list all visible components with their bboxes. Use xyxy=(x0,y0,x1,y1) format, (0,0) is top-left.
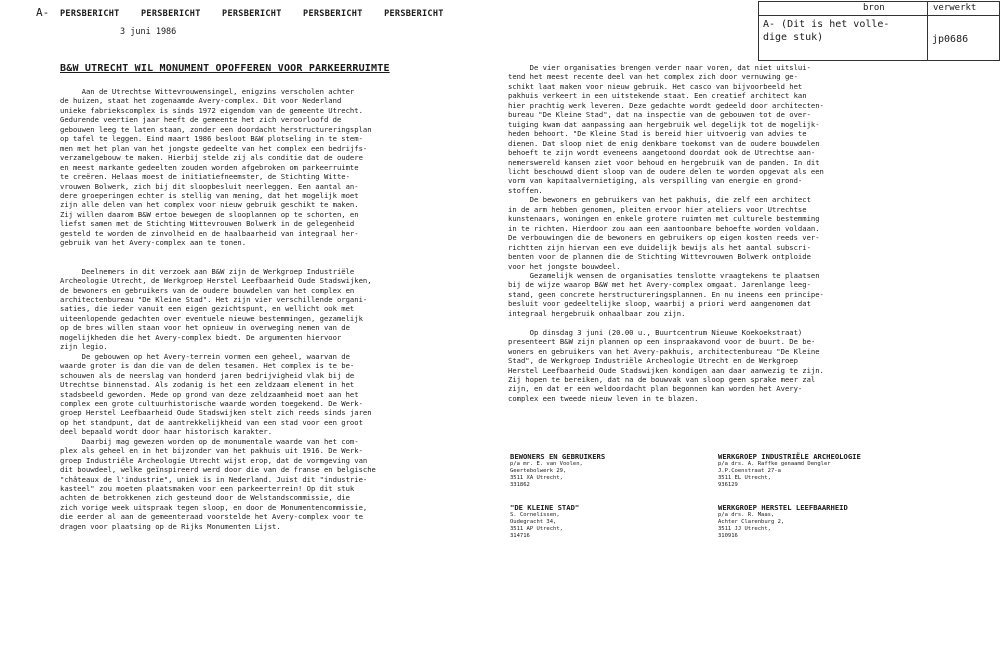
text-line: heden behoort. "De Kleine Stad is bereid hier uitvoerig van advies te xyxy=(508,129,807,139)
text-line: dere groeperingen echter is stellig van mening, dat het mogelijk moet xyxy=(60,190,359,200)
press-label: PERSBERICHT xyxy=(384,9,444,19)
text-line xyxy=(60,257,376,266)
text-line: verzamelgebouw te maken. Hierbij stelde zij als conditie dat de oudere xyxy=(60,153,363,163)
text-line: complex een tweede nieuw leven in te blazen. xyxy=(508,393,699,403)
left-text-column xyxy=(60,87,376,531)
text-line: Gezamelijk wensen de organisaties tenslotte vraagtekens te plaatsen xyxy=(508,270,820,280)
text-line: vorm van kapitaalvernietiging, als verspilling van energie en grond- xyxy=(508,176,803,186)
stamp-processed-value: jp0686 xyxy=(932,34,969,45)
text-line: gebruik van het Avery-complex aan te tonen. xyxy=(60,238,247,248)
press-date: 3 juni 1986 xyxy=(120,27,177,37)
signatory-kleine-stad xyxy=(510,503,579,540)
signatory-herstel-leefbaarheid xyxy=(718,503,848,540)
text-line: de huizen, staat het zogenaamde Avery-complex. Dit voor Nederland xyxy=(60,96,342,106)
archive-stamp xyxy=(758,1,1000,61)
text-line: waarde groter is dan die van de delen tesamen. Het complex is te be- xyxy=(60,361,355,371)
text-line: Aan de Utrechtse Wittevrouwensingel, enigzins verscholen achter xyxy=(60,87,355,96)
text-line: zich vorige week uitspraak tegen sloop, en door de Monumentencommissie, xyxy=(60,502,368,512)
text-line: stand, geen concrete herstructureringsplannen. En nu ineens een principe- xyxy=(508,289,824,299)
signatory-name: BEWONERS EN GEBRUIKERS xyxy=(510,452,606,461)
text-line: achten de betrokkenen zich gesteund door de Welstandscommissie, die xyxy=(60,493,350,503)
stamp-processed-label: verwerkt xyxy=(933,3,977,13)
signatory-line: 3511 XA Utrecht, xyxy=(510,475,563,481)
text-line: De gebouwen op het Avery-terrein vormen een geheel, waarvan de xyxy=(60,351,350,361)
press-label: PERSBERICHT xyxy=(60,9,120,19)
signatory-line: p/a mr. E. van Voolen, xyxy=(510,461,583,467)
text-line: De verbouwingen die de bewoners en gebruikers op eigen kosten reeds ver- xyxy=(508,233,820,243)
text-line: Zij willen daarom B&W ertoe bewegen de slooplannen op te schorten, en xyxy=(60,209,359,219)
stamp-source-line: A- (Dit is het volle- xyxy=(763,19,890,30)
text-line: licht beschouwd dient sloop van de oudere delen te worden opgevat als een xyxy=(508,166,824,176)
text-line: schouwen als de neerslag van honderd jaren bedrijvigheid vlak bij de xyxy=(60,370,355,380)
signatory-line: 3511 EL Utrecht, xyxy=(718,475,771,481)
signatory-line: p/a drs. A. Raffke genaamd Dengler xyxy=(718,461,831,467)
signatory-line: Oudegracht 34, xyxy=(510,519,557,525)
text-line: te creëren. Helaas moest de initiatiefneemster, de Stichting Witte- xyxy=(60,172,350,182)
text-line: uiteenlopende gedachten over eventuele nieuwe bestemmingen, gezamelijk xyxy=(60,313,363,323)
signatory-bewoners xyxy=(510,452,605,489)
document-mark: A- xyxy=(36,6,50,19)
signatory-line: Achter Clarenburg 2, xyxy=(718,519,785,525)
text-line: gesteld te worden de zinvolheid en de haalbaarheid van integraal her- xyxy=(60,228,359,238)
text-line: hier prachtig werk leveren. Deze gedachte wordt gedeeld door architecten- xyxy=(508,100,824,110)
text-line: Zij hopen te bereiken, dat na de bouwvak van sloop geen sprake meer zal xyxy=(508,374,816,384)
signatory-line: 310916 xyxy=(718,533,738,539)
text-line: op het standpunt, dat de aantrekkelijkheid van een stad voor een groot xyxy=(60,417,363,427)
signatory-line: S. Cornelissen, xyxy=(510,512,560,518)
text-line: dienen. Dat sloop niet de enig denkbare toekomst van de oudere bouwdelen xyxy=(508,138,820,148)
text-line xyxy=(60,248,376,257)
text-line: de bewoners en gebruikers van de oudere bouwdelen van het complex en xyxy=(60,285,355,295)
press-label: PERSBERICHT xyxy=(222,9,282,19)
text-line: architectenbureau "De Kleine Stad". Het zijn vier verschillende organi- xyxy=(60,294,368,304)
press-label-row xyxy=(60,9,460,19)
text-line: bij de wijze waarop B&W met het Avery-complex omgaat. Jarenlange leeg- xyxy=(508,280,811,290)
signatory-line: 314716 xyxy=(510,533,530,539)
text-line: op de bres willen staan voor het opnieuw in overweging nemen van de xyxy=(60,323,350,333)
text-line: Gedurende veertien jaar heeft de gemeente het zich veroorloofd de xyxy=(60,115,342,125)
text-line: voor het jongste bouwdeel. xyxy=(508,261,621,271)
text-line: kasteel" zou moeten plaatsmaken voor een parkeerterrein! Op dit stuk xyxy=(60,484,355,494)
signatory-name: WERKGROEP INDUSTRIËLE ARCHEOLOGIE xyxy=(718,452,861,461)
text-line: pakhuis verkeert in een uitstekende staat. Een creatief architect kan xyxy=(508,91,807,101)
signatory-industriele-archeologie xyxy=(718,452,861,489)
text-line: De bewoners en gebruikers van het pakhuis, die zelf een architect xyxy=(508,195,811,205)
text-line: tend het meest recente deel van het complex zich door vernuwing ge- xyxy=(508,72,798,82)
text-line: dragen voor plaatsing op de Rijks Monumenten Lijst. xyxy=(60,521,281,531)
text-line: woners en gebruikers van het Avery-pakhuis, architectenbureau "De Kleine xyxy=(508,346,820,356)
text-line: op tafel te leggen. Eind maart 1986 besloot B&W plotseling in te stem- xyxy=(60,134,363,144)
signatory-name: "DE KLEINE STAD" xyxy=(510,503,580,512)
stamp-source-label: bron xyxy=(863,3,885,13)
text-line: Daarbij mag gewezen worden op de monumentale waarde van het com- xyxy=(60,436,359,446)
text-line: in de arm hebben genomen, pleiten ervoor hier ateliers voor Utrechtse xyxy=(508,204,807,214)
text-line: zijn, en dat er een weldoordacht plan begonnen kan worden het Avery- xyxy=(508,384,803,394)
text-line: Deelnemers in dit verzoek aan B&W zijn de Werkgroep Industriële xyxy=(60,266,355,276)
stamp-source-value xyxy=(763,18,923,44)
signatory-line: 331862 xyxy=(510,482,530,488)
signatory-name: WERKGROEP HERSTEL LEEFBAARHEID xyxy=(718,503,848,512)
text-line: zijn legio. xyxy=(60,342,108,352)
press-label: PERSBERICHT xyxy=(141,9,201,19)
text-line: men met het plan van het jongste gedeelte van het complex een bedrijfs- xyxy=(60,143,368,153)
signatory-line: 3511 JJ Utrecht, xyxy=(718,526,771,532)
text-line: Archeologie Utrecht, de Werkgroep Herstel Leefbaarheid Oude Stadswijken, xyxy=(60,276,372,286)
text-line: tuiging kwam dat aanpassing aan hergebruik wel degelijk tot de mogelijk- xyxy=(508,119,820,129)
text-line: vrouwen Bolwerk, zich bij dit sloopbesluit neerleggen. Een aantal an- xyxy=(60,181,359,191)
signatory-line: 936129 xyxy=(718,482,738,488)
signatory-line: p/a drs. R. Maas, xyxy=(718,512,775,518)
text-line: groep Industriële Archeologie Utrecht wijst erop, dat de vormgeving van xyxy=(60,455,368,465)
text-line: gebouwen leeg te laten staan, zonder een doordacht herstructureringsplan xyxy=(60,124,372,134)
text-line: dit bouwdeel, welke geïnspireerd werd door die van de franse en belgische xyxy=(60,465,376,475)
text-line: kunstenaars, woningen en enkele grotere ruimten met culturele bestemming xyxy=(508,214,820,224)
text-line: stoffen. xyxy=(508,185,543,195)
text-line: behoeft te zijn wordt eveneens aangetoond doordat ook de Utrechtse aan- xyxy=(508,148,816,158)
text-line: bureau "De Kleine Stad", dat na inspectie van de gebouwen tot de over- xyxy=(508,110,811,120)
text-line: Op dinsdag 3 juni (20.00 u., Buurtcentrum Nieuwe Koekoekstraat) xyxy=(508,327,803,337)
stamp-source-line: dige stuk) xyxy=(763,32,824,43)
text-line: en meest markante gedeelten zouden worden afgebroken om parkeerruimte xyxy=(60,162,359,172)
text-line: presenteert B&W zijn plannen op een inspraakavond voor de buurt. De be- xyxy=(508,337,816,347)
text-line: Stad", de Werkgroep Industriële Archeologie Utrecht en de Werkgroep xyxy=(508,356,798,366)
text-line: in te richten. Hierdoor zou aan een aantoonbare behoefte worden voldaan. xyxy=(508,223,820,233)
text-line xyxy=(508,318,824,327)
text-line: De vier organisaties brengen verder naar voren, dat niet uitslui- xyxy=(508,63,811,72)
text-line: schikt laat maken voor nieuw gebruik. Het casco van bijvoorbeeld het xyxy=(508,81,803,91)
text-line: "châteaux de l'industrie", uniek is in Nederland. Juist dit "industrie- xyxy=(60,474,368,484)
text-line: besluit voor gedeeltelijke sloop, waarbij a priori werd aangenomen dat xyxy=(508,299,811,309)
press-label: PERSBERICHT xyxy=(303,9,363,19)
text-line: liefst samen met de Stichting Wittevrouwen Bolwerk in de gelegenheid xyxy=(60,219,355,229)
signatory-line: 3511 AP Utrecht, xyxy=(510,526,563,532)
right-text-column xyxy=(508,63,824,403)
text-line: die eerder al aan de gemeenteraad voorstelde het Avery-complex voor te xyxy=(60,512,363,522)
text-line: zijn alle delen van het complex voor nieuw gebruik geschikt te maken. xyxy=(60,200,359,210)
signatory-line: J.P.Coenstraat 27-a xyxy=(718,468,781,474)
text-line: unieke fabriekscomplex is sinds 1972 eigendom van de gemeente Utrecht. xyxy=(60,105,363,115)
text-line: mogelijkheden die het Avery-complex biedt. De argumenten hiervoor xyxy=(60,332,342,342)
signatory-line: Geertebolwerk 29, xyxy=(510,468,567,474)
text-line: richtten zijn hiervan een eve duidelijk bewijs als het aantal subscri- xyxy=(508,242,811,252)
text-line: integraal hergebruik onhaalbaar zou zijn. xyxy=(508,308,686,318)
stamp-divider xyxy=(927,2,928,60)
text-line: benten voor de plannen die de Stichting Wittevrouwen Bolwerk ontploide xyxy=(508,252,811,262)
text-line: stadsbeeld geworden. Mede op grond van deze zeldzaamheid moet aan het xyxy=(60,389,359,399)
text-line: Utrechtse binnenstad. Als zodanig is het een zeldzaam element in het xyxy=(60,380,355,390)
text-line: Herstel Leefbaarheid Oude Stadswijken kondigen aan daar aanwezig te zijn. xyxy=(508,365,824,375)
text-line: groep Herstel Leefbaarheid Oude Stadswijken stelt zich reeds sinds jaren xyxy=(60,408,372,418)
text-line: complex een grote cultuurhistorische waarde worden toegekend. De Werk- xyxy=(60,398,363,408)
text-line: plex als geheel en in het bijzonder van het pakhuis uit 1916. De Werk- xyxy=(60,446,363,456)
text-line: nemerswereld kansen ziet voor behoud en hergebruik van de panden. In dit xyxy=(508,157,820,167)
text-line: saties, die ieder vanuit een eigen gezichtspunt, en wellicht ook met xyxy=(60,304,355,314)
press-release-title: B&W UTRECHT WIL MONUMENT OPOFFEREN VOOR PARKEERRUIMTE xyxy=(60,63,390,74)
text-line: deel bepaald wordt door haar historisch karakter. xyxy=(60,427,273,437)
